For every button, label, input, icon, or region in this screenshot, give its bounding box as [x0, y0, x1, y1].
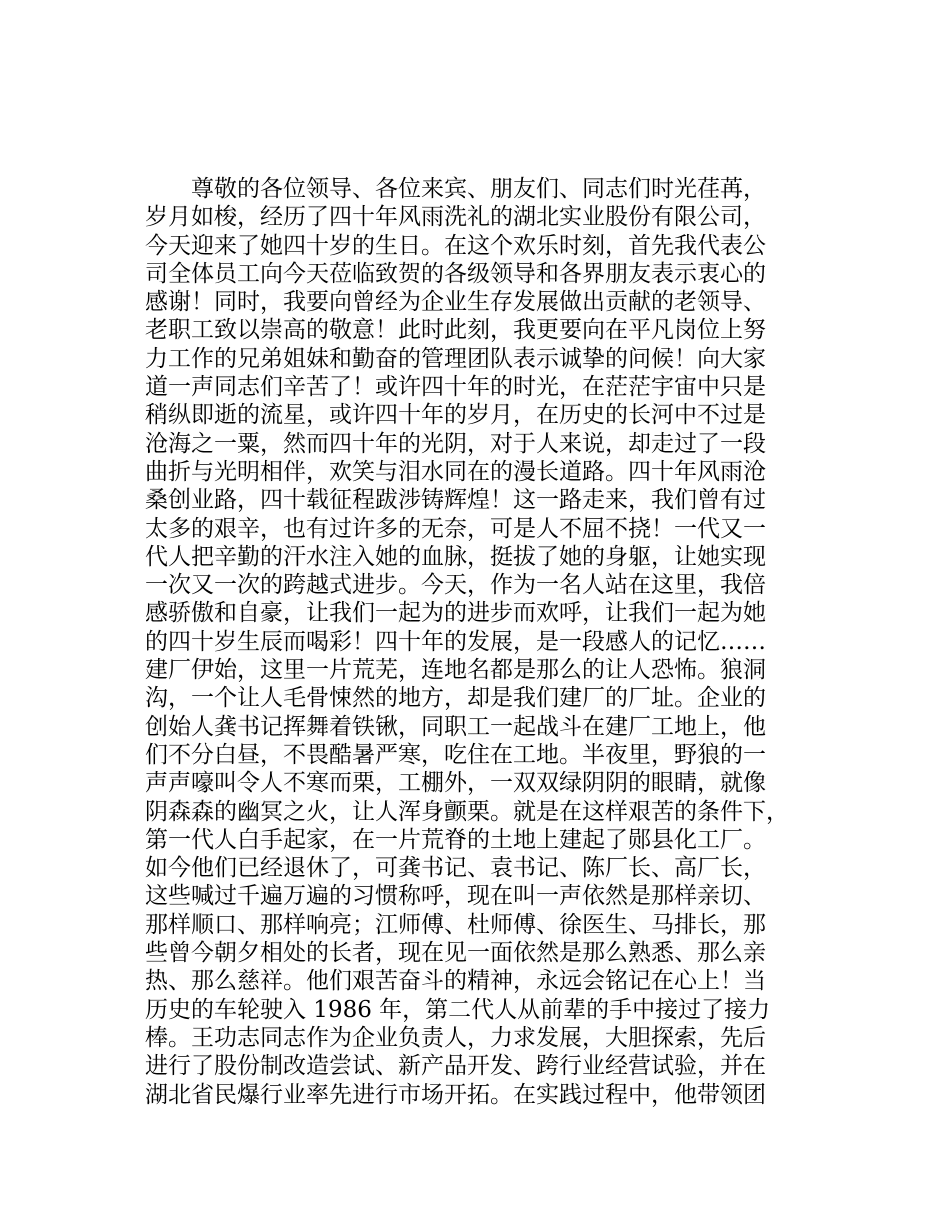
text-line: 第一代人白手起家，在一片荒脊的土地上建起了郧县化工厂。: [145, 826, 766, 853]
text-line: 一次又一次的跨越式进步。今天，作为一名人站在这里，我倍: [145, 572, 766, 599]
text-line: 如今他们已经退休了，可龚书记、袁书记、陈厂长、高厂长，: [145, 855, 766, 882]
text-line: 道一声同志们辛苦了！或许四十年的时光，在茫茫宇宙中只是: [145, 374, 766, 401]
text-line: 创始人龚书记挥舞着铁锹，同职工一起战斗在建厂工地上，他: [145, 713, 766, 740]
text-line: 稍纵即逝的流星，或许四十年的岁月，在历史的长河中不过是: [145, 402, 766, 429]
speech-paragraph: [145, 175, 825, 1109]
text-line: 这些喊过千遍万遍的习惯称呼，现在叫一声依然是那样亲切、: [145, 883, 766, 910]
text-line: 尊敬的各位领导、各位来宾、朋友们、同志们时光荏苒，: [191, 176, 766, 202]
text-line: 感骄傲和自豪，让我们一起为的进步而欢呼，让我们一起为她: [145, 600, 766, 627]
text-line: 力工作的兄弟姐妹和勤奋的管理团队表示诚挚的问候！向大家: [145, 345, 766, 372]
text-line: 建厂伊始，这里一片荒芜，连地名都是那么的让人恐怖。狼洞: [145, 657, 766, 684]
text-line: 感谢！同时，我要向曾经为企业生存发展做出贡献的老领导、: [145, 289, 766, 316]
text-line: 老职工致以崇高的敬意！此时此刻，我更要向在平凡岗位上努: [145, 317, 766, 344]
text-line: 司全体员工向今天莅临致贺的各级领导和各界朋友表示衷心的: [145, 260, 766, 287]
text-line: 沟，一个让人毛骨悚然的地方，却是我们建厂的厂址。企业的: [145, 685, 766, 712]
text-line: 棒。王功志同志作为企业负责人，力求发展，大胆探索，先后: [145, 1024, 766, 1051]
text-line: 阴森森的幽冥之火，让人浑身颤栗。就是在这样艰苦的条件下，: [145, 798, 789, 825]
text-line: 热、那么慈祥。他们艰苦奋斗的精神，永远会铭记在心上！当: [145, 968, 766, 995]
text-line: 曲折与光明相伴，欢笑与泪水同在的漫长道路。四十年风雨沧: [145, 458, 766, 485]
text-line: 桑创业路，四十载征程跋涉铸辉煌！这一路走来，我们曾有过: [145, 487, 766, 514]
text-line: 岁月如梭，经历了四十年风雨洗礼的湖北实业股份有限公司，: [145, 204, 766, 231]
text-line: 今天迎来了她四十岁的生日。在这个欢乐时刻，首先我代表公: [145, 232, 766, 259]
text-line: 们不分白昼，不畏酷暑严寒，吃住在工地。半夜里，野狼的一: [145, 741, 766, 768]
text-line: 湖北省民爆行业率先进行市场开拓。在实践过程中，他带领团: [145, 1081, 766, 1108]
text-line: 进行了股份制改造尝试、新产品开发、跨行业经营试验，并在: [145, 1053, 766, 1080]
text-line: 些曾今朝夕相处的长者，现在见一面依然是那么熟悉、那么亲: [145, 940, 766, 967]
text-line: 声声嚎叫令人不寒而栗，工棚外，一双双绿阴阴的眼睛，就像: [145, 770, 766, 797]
text-line: 沧海之一粟，然而四十年的光阴，对于人来说，却走过了一段: [145, 430, 766, 457]
text-line: 历史的车轮驶入 1986 年，第二代人从前辈的手中接过了接力: [145, 996, 771, 1023]
text-line: 的四十岁生辰而喝彩！四十年的发展，是一段感人的记忆……: [145, 628, 766, 655]
text-line: 代人把辛勤的汗水注入她的血脉，挺拔了她的身躯，让她实现: [145, 543, 766, 570]
text-line: 太多的艰辛，也有过许多的无奈，可是人不屈不挠！一代又一: [145, 515, 766, 542]
text-line: 那样顺口、那样响亮；江师傅、杜师傅、徐医生、马排长，那: [145, 911, 766, 938]
